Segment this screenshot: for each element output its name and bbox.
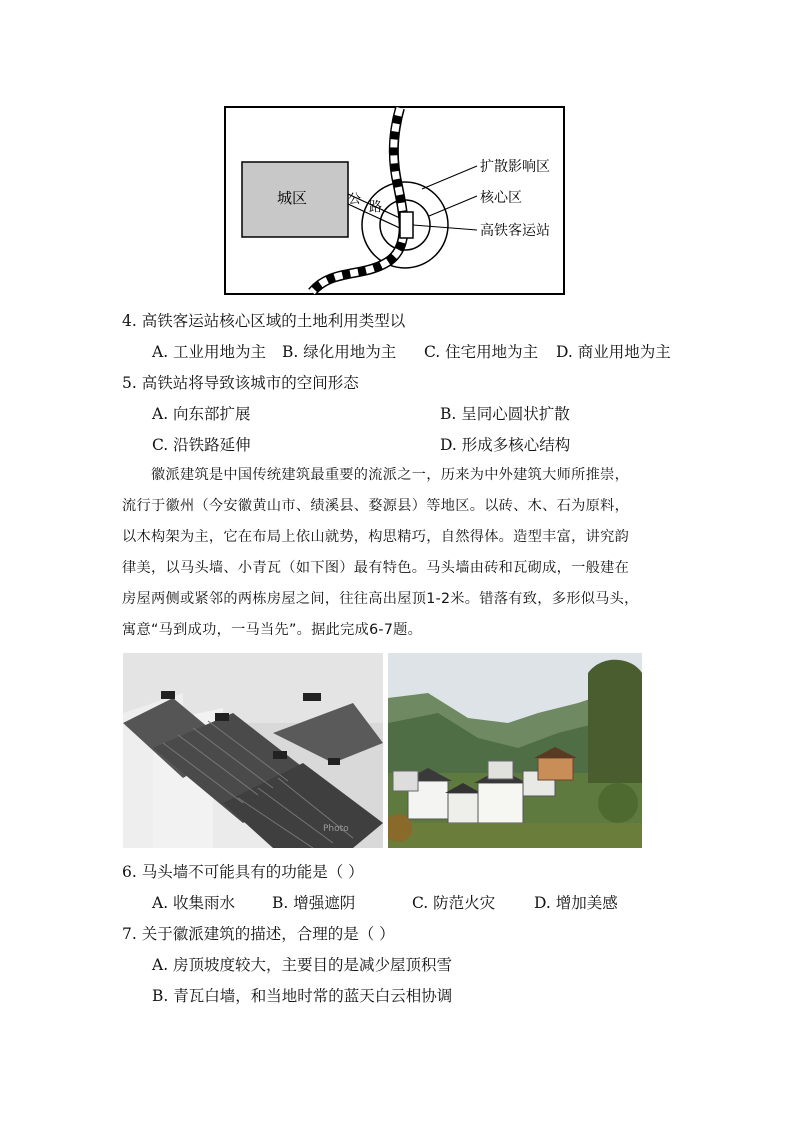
road-label-1: 公	[348, 192, 362, 207]
q6-option-b: B. 增强遮阴	[272, 894, 356, 912]
passage-line: 流行于徽州（今安徽黄山市、绩溪县、婺源县）等地区。以砖、木、石为原料，	[122, 498, 630, 514]
q5-option-d: D. 形成多核心结构	[440, 436, 571, 454]
passage-line: 徽派建筑是中国传统建筑最重要的流派之一，历来为中外建筑大师所推崇，	[122, 467, 630, 483]
passage-line: 寓意“马到成功，一马当先”。据此完成6-7题。	[122, 622, 423, 638]
question-stem: 高铁客运站核心区域的土地利用类型以	[141, 312, 406, 330]
question-6	[122, 862, 364, 882]
horse-head-wall-photo	[123, 653, 383, 848]
q7-option-b: B. 青瓦白墙，和当地时常的蓝天白云相协调	[152, 987, 453, 1005]
q4-option-b: B. 绿化用地为主	[282, 343, 397, 361]
passage	[122, 460, 682, 646]
q6-option-c: C. 防范火灾	[412, 894, 496, 912]
question-number: 6.	[122, 863, 137, 881]
question-stem: 马头墙不可能具有的功能是（ ）	[141, 863, 364, 881]
q5-option-c: C. 沿铁路延伸	[152, 436, 251, 454]
question-7	[122, 924, 395, 944]
question-stem: 关于徽派建筑的描述，合理的是（ ）	[141, 925, 395, 943]
q7-option-a: A. 房顶坡度较大，主要目的是减少屋顶积雪	[152, 956, 453, 974]
q5-option-b: B. 呈同心圆状扩散	[440, 405, 570, 423]
road-label-2: 路	[369, 200, 383, 215]
station-rect	[400, 212, 413, 238]
city-label: 城区	[277, 189, 308, 207]
q5-option-a: A. 向东部扩展	[152, 405, 251, 423]
q4-option-c: C. 住宅用地为主	[424, 343, 539, 361]
question-4	[122, 311, 405, 331]
q6-option-d: D. 增加美感	[534, 894, 618, 912]
label-diffusion-zone: 扩散影响区	[480, 159, 550, 175]
q6-option-a: A. 收集雨水	[152, 894, 236, 912]
huizhou-village-illustration	[388, 653, 642, 848]
horse-head-wall-illustration	[123, 653, 383, 848]
huizhou-village-photo	[388, 653, 642, 848]
label-station: 高铁客运站	[480, 223, 550, 239]
question-stem: 高铁站将导致该城市的空间形态	[141, 374, 359, 392]
passage-line: 房屋两侧或紧邻的两栋房屋之间，往往高出屋顶1-2米。错落有致，多形似马头，	[122, 591, 639, 607]
question-number: 4.	[122, 312, 137, 330]
passage-line: 以木构架为主，它在布局上依山就势，构思精巧，自然得体。造型丰富，讲究韵	[122, 529, 630, 545]
photo-watermark: Photo	[323, 824, 349, 834]
question-number: 5.	[122, 374, 137, 392]
question-number: 7.	[122, 925, 137, 943]
high-speed-rail-diagram	[224, 106, 566, 296]
question-5	[122, 373, 359, 393]
passage-line: 律美，以马头墙、小青瓦（如下图）最有特色。马头墙由砖和瓦砌成，一般建在	[122, 560, 630, 576]
q4-option-d: D. 商业用地为主	[556, 343, 671, 361]
q4-option-a: A. 工业用地为主	[152, 343, 267, 361]
label-core-zone: 核心区	[480, 190, 522, 206]
